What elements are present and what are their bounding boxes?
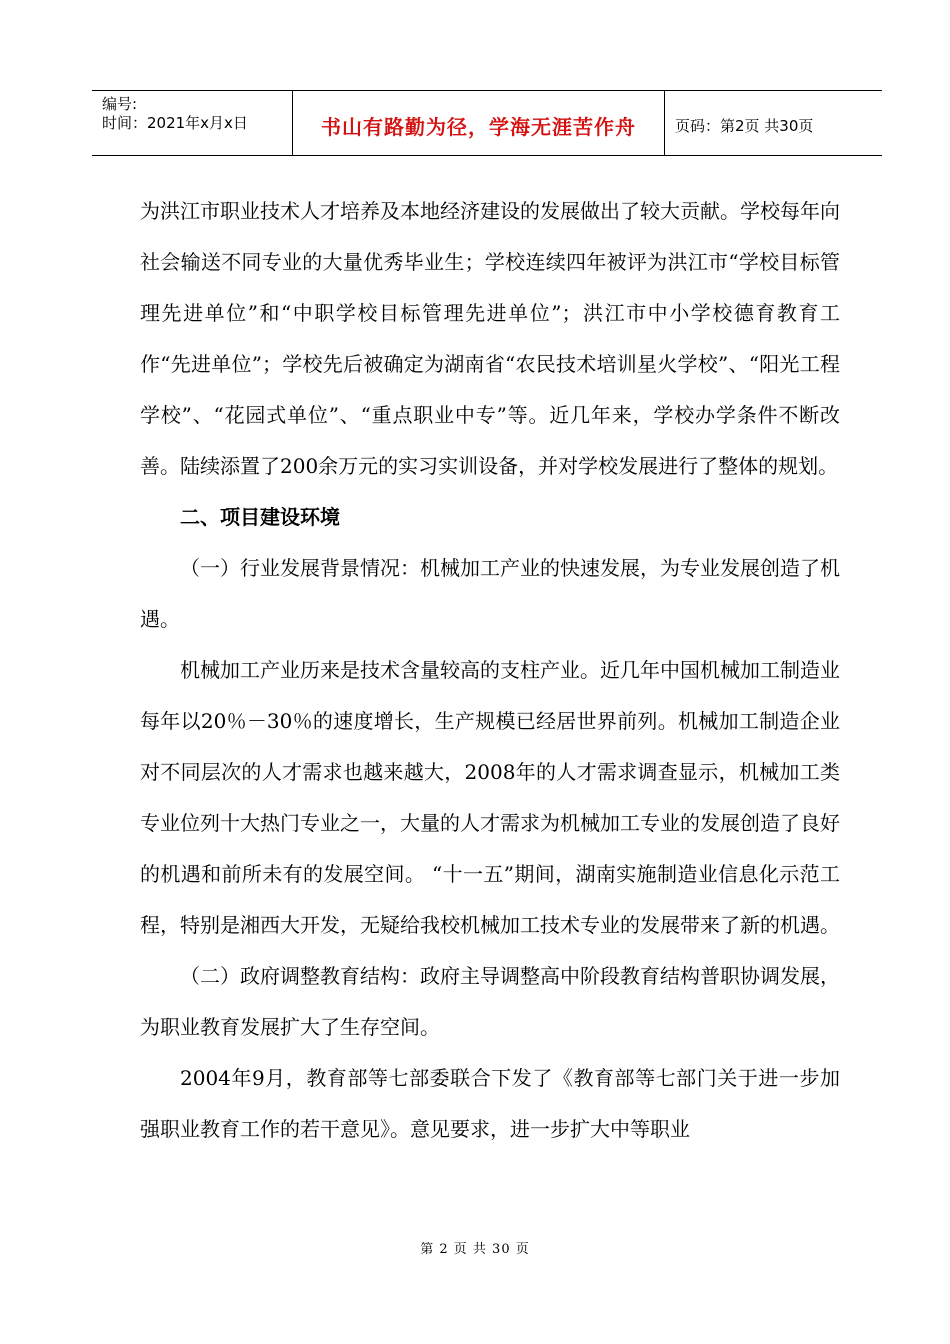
section-heading: 二、项目建设环境 xyxy=(180,505,340,529)
paragraph: 机械加工产业历来是技术含量较高的支柱产业。近几年中国机械加工制造业每年以20％－30％的速度增长，生产规模已经居世界前列。机械加工制造企业对不同层次的人才需求也越来越大，2008年的人才需求调查显示，机械加工类专业位列十大热门专业之一，大量的人才需求为机械加工专业的发展创造了良好的机遇和前所未有的发展空间。 “十一五”期间，湖南实施制造业信息化示范工程，特别是湘西大开发，无疑给我校机械加工技术专业的发展带来了新的机遇。 xyxy=(140,658,840,937)
paragraph: （二）政府调整教育结构：政府主导调整高中阶段教育结构普职协调发展，为职业教育发展扩大了生存空间。 xyxy=(140,964,840,1039)
paragraph: （一）行业发展背景情况：机械加工产业的快速发展，为专业发展创造了机遇。 xyxy=(140,556,840,631)
page-footer: 第 2 页 共 30 页 xyxy=(420,1242,530,1257)
paragraph: 2004年9月，教育部等七部委联合下发了《教育部等七部门关于进一步加强职业教育工作的若干意见》。意见要求，进一步扩大中等职业 xyxy=(140,1066,840,1141)
header-motto-cell xyxy=(293,91,665,155)
header-page-cell xyxy=(665,91,882,155)
document-body xyxy=(140,186,840,1155)
page-number-label: 页码：第2页 共30页 xyxy=(675,116,814,135)
time-label: 时间：2021年x月x日 xyxy=(102,114,248,132)
header-meta-cell xyxy=(92,91,293,155)
serial-number-label: 编号: xyxy=(102,95,138,113)
paragraph: 为洪江市职业技术人才培养及本地经济建设的发展做出了较大贡献。学校每年向社会输送不同专业的大量优秀毕业生；学校连续四年被评为洪江市“学校目标管理先进单位”和“中职学校目标管理先进单位”；洪江市中小学校德育教育工作“先进单位”；学校先后被确定为湖南省“农民技术培训星火学校”、“阳光工程学校”、“花园式单位”、“重点职业中专”等。近几年来，学校办学条件不断改善。陆续添置了200余万元的实习实训设备，并对学校发展进行了整体的规划。 xyxy=(140,199,840,478)
document-header xyxy=(92,90,882,156)
motto-text: 书山有路勤为径，学海无涯苦作舟 xyxy=(321,114,636,139)
